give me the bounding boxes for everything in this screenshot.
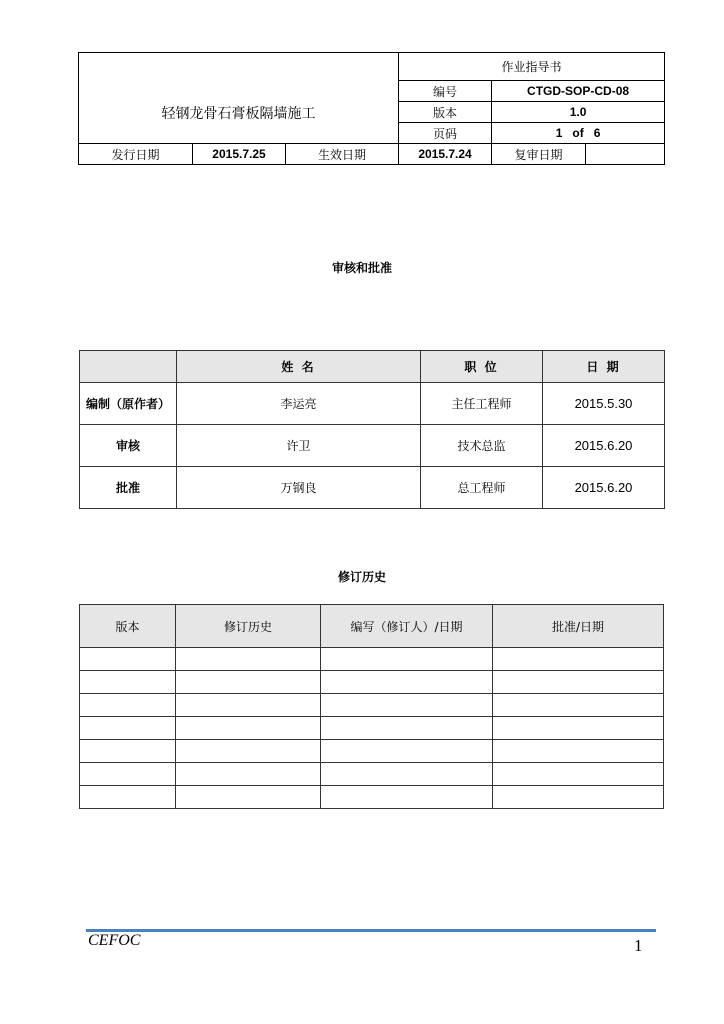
table-cell <box>321 648 493 671</box>
approval-position: 主任工程师 <box>421 383 543 425</box>
table-row <box>80 717 664 740</box>
table-row <box>80 740 664 763</box>
footer-brand: CEFOC <box>88 932 141 949</box>
version-value: 1.0 <box>492 102 665 123</box>
approval-date: 2015.6.20 <box>543 467 665 509</box>
table-cell <box>493 648 664 671</box>
approvals-header-position: 职 位 <box>421 351 543 383</box>
table-cell <box>176 763 321 786</box>
approval-name: 万钢良 <box>177 467 421 509</box>
table-row <box>80 671 664 694</box>
code-value: CTGD-SOP-CD-08 <box>492 81 665 102</box>
table-row <box>80 694 664 717</box>
table-cell <box>493 740 664 763</box>
table-cell <box>493 671 664 694</box>
table-row <box>80 383 665 425</box>
table-cell <box>176 648 321 671</box>
document-header-table <box>78 52 665 165</box>
approvals-header-date: 日 期 <box>543 351 665 383</box>
table-cell <box>493 717 664 740</box>
table-cell <box>493 694 664 717</box>
approval-role: 审核 <box>80 425 177 467</box>
approval-role: 编制（原作者） <box>80 383 177 425</box>
review-date-label: 复审日期 <box>492 144 586 165</box>
table-cell <box>321 694 493 717</box>
table-cell <box>176 671 321 694</box>
revision-header-history: 修订历史 <box>176 605 321 648</box>
table-cell <box>176 717 321 740</box>
revision-history-table <box>79 604 664 809</box>
table-cell <box>80 671 176 694</box>
approvals-header-name: 姓 名 <box>177 351 421 383</box>
table-cell <box>176 786 321 809</box>
approvals-table <box>79 350 665 509</box>
table-row <box>80 467 665 509</box>
table-cell <box>80 763 176 786</box>
table-cell <box>321 786 493 809</box>
revision-header-author: 编写（修订人）/日期 <box>321 605 493 648</box>
issue-date-value: 2015.7.25 <box>193 144 286 165</box>
table-cell <box>493 786 664 809</box>
approvals-section-title: 审核和批准 <box>331 261 392 275</box>
revision-section-title: 修订历史 <box>337 570 386 584</box>
table-row <box>80 763 664 786</box>
table-cell <box>80 786 176 809</box>
approval-date: 2015.5.30 <box>543 383 665 425</box>
revision-header-approval: 批准/日期 <box>493 605 664 648</box>
table-cell <box>80 740 176 763</box>
page-label: 页码 <box>399 123 492 144</box>
approval-position: 技术总监 <box>421 425 543 467</box>
table-cell <box>493 763 664 786</box>
effective-date-label: 生效日期 <box>286 144 399 165</box>
version-label: 版本 <box>399 102 492 123</box>
table-cell <box>176 740 321 763</box>
table-cell <box>321 763 493 786</box>
review-date-value <box>586 144 665 165</box>
footer-page-number: 1 <box>634 936 643 955</box>
table-row <box>80 786 664 809</box>
effective-date-value: 2015.7.24 <box>399 144 492 165</box>
footer-divider <box>86 929 656 932</box>
table-cell <box>80 694 176 717</box>
table-cell <box>321 717 493 740</box>
approvals-header-blank <box>80 351 177 383</box>
approval-date: 2015.6.20 <box>543 425 665 467</box>
issue-date-label: 发行日期 <box>79 144 193 165</box>
document-title: 轻钢龙骨石膏板隔墙施工 <box>79 53 399 144</box>
approval-name: 李运亮 <box>177 383 421 425</box>
document-type: 作业指导书 <box>399 53 665 81</box>
table-row <box>80 648 664 671</box>
revision-header-version: 版本 <box>80 605 176 648</box>
table-cell <box>321 740 493 763</box>
table-cell <box>321 671 493 694</box>
approval-name: 许卫 <box>177 425 421 467</box>
table-cell <box>80 648 176 671</box>
table-cell <box>176 694 321 717</box>
table-cell <box>80 717 176 740</box>
page-value: 1 of 6 <box>492 123 665 144</box>
approval-position: 总工程师 <box>421 467 543 509</box>
code-label: 编号 <box>399 81 492 102</box>
table-row <box>80 425 665 467</box>
approval-role: 批准 <box>80 467 177 509</box>
